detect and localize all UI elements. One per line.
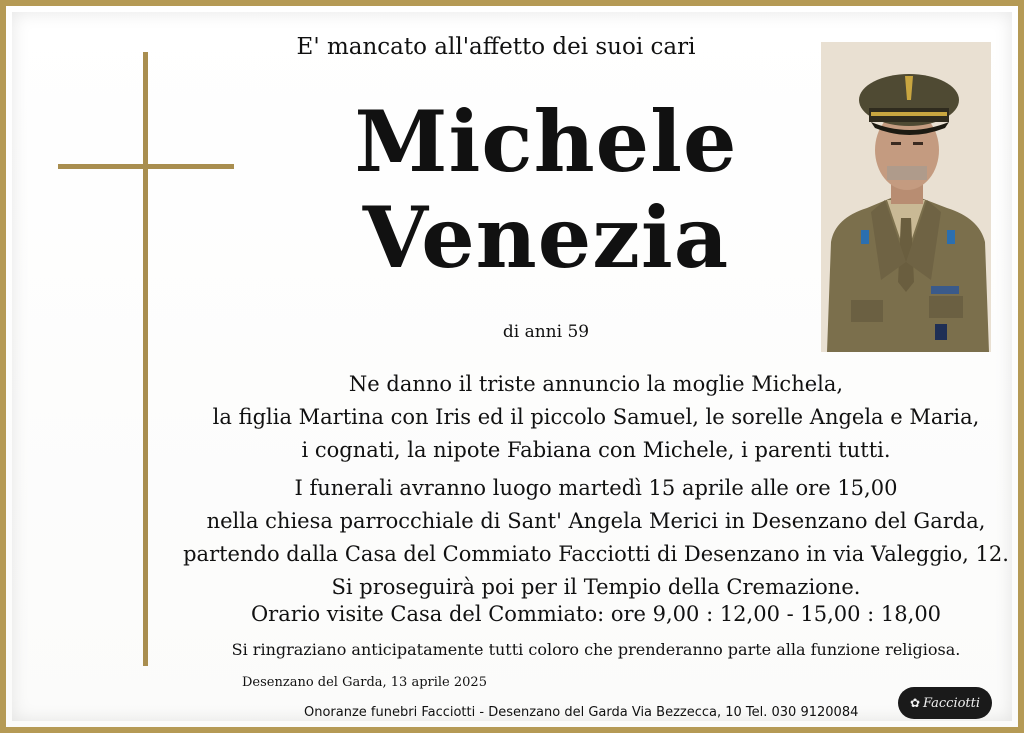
deceased-first-name: Michele: [354, 92, 738, 191]
funeral-line: I funerali avranno luogo martedì 15 aprile alle ore 15,00: [294, 476, 898, 500]
facciotti-logo: [898, 687, 992, 719]
place-and-date: Desenzano del Garda, 13 aprile 2025: [242, 675, 487, 690]
cross-vertical-bar: [143, 52, 148, 666]
funeral-line: nella chiesa parrocchiale di Sant' Angela Merici in Desenzano del Garda,: [206, 509, 986, 533]
announcement-line: la figlia Martina con Iris ed il piccolo Samuel, le sorelle Angela e Maria,: [212, 405, 980, 429]
funeral-home-footer: Onoranze funebri Facciotti - Desenzano del Garda Via Bezzecca, 10 Tel. 030 9120084: [304, 705, 859, 720]
announcement-paragraph: [156, 368, 1024, 467]
visiting-hours: Orario visite Casa del Commiato: ore 9,00 : 12,00 - 15,00 : 18,00: [250, 602, 942, 626]
cross-horizontal-bar: [58, 164, 234, 169]
rose-icon: ✿: [909, 696, 920, 710]
funeral-line: partendo dalla Casa del Commiato Facciotti di Desenzano in via Valeggio, 12.: [183, 542, 1009, 566]
funeral-line: Si proseguirà poi per il Tempio della Cremazione.: [331, 575, 861, 599]
funeral-paragraph: [156, 472, 1024, 604]
intro-text: E' mancato all'affetto dei suoi cari: [296, 34, 696, 60]
age-text: di anni 59: [502, 322, 590, 342]
announcement-line: i cognati, la nipote Fabiana con Michele, i parenti tutti.: [301, 438, 891, 462]
deceased-last-name: Venezia: [362, 188, 730, 287]
thanks-text: Si ringraziano anticipatamente tutti coloro che prenderanno parte alla funzione religiosa.: [231, 640, 961, 659]
portrait-illustration: [821, 42, 991, 352]
portrait-photo: [821, 42, 991, 352]
announcement-line: Ne danno il triste annuncio la moglie Michela,: [348, 372, 844, 396]
logo-text: Facciotti: [923, 695, 981, 711]
